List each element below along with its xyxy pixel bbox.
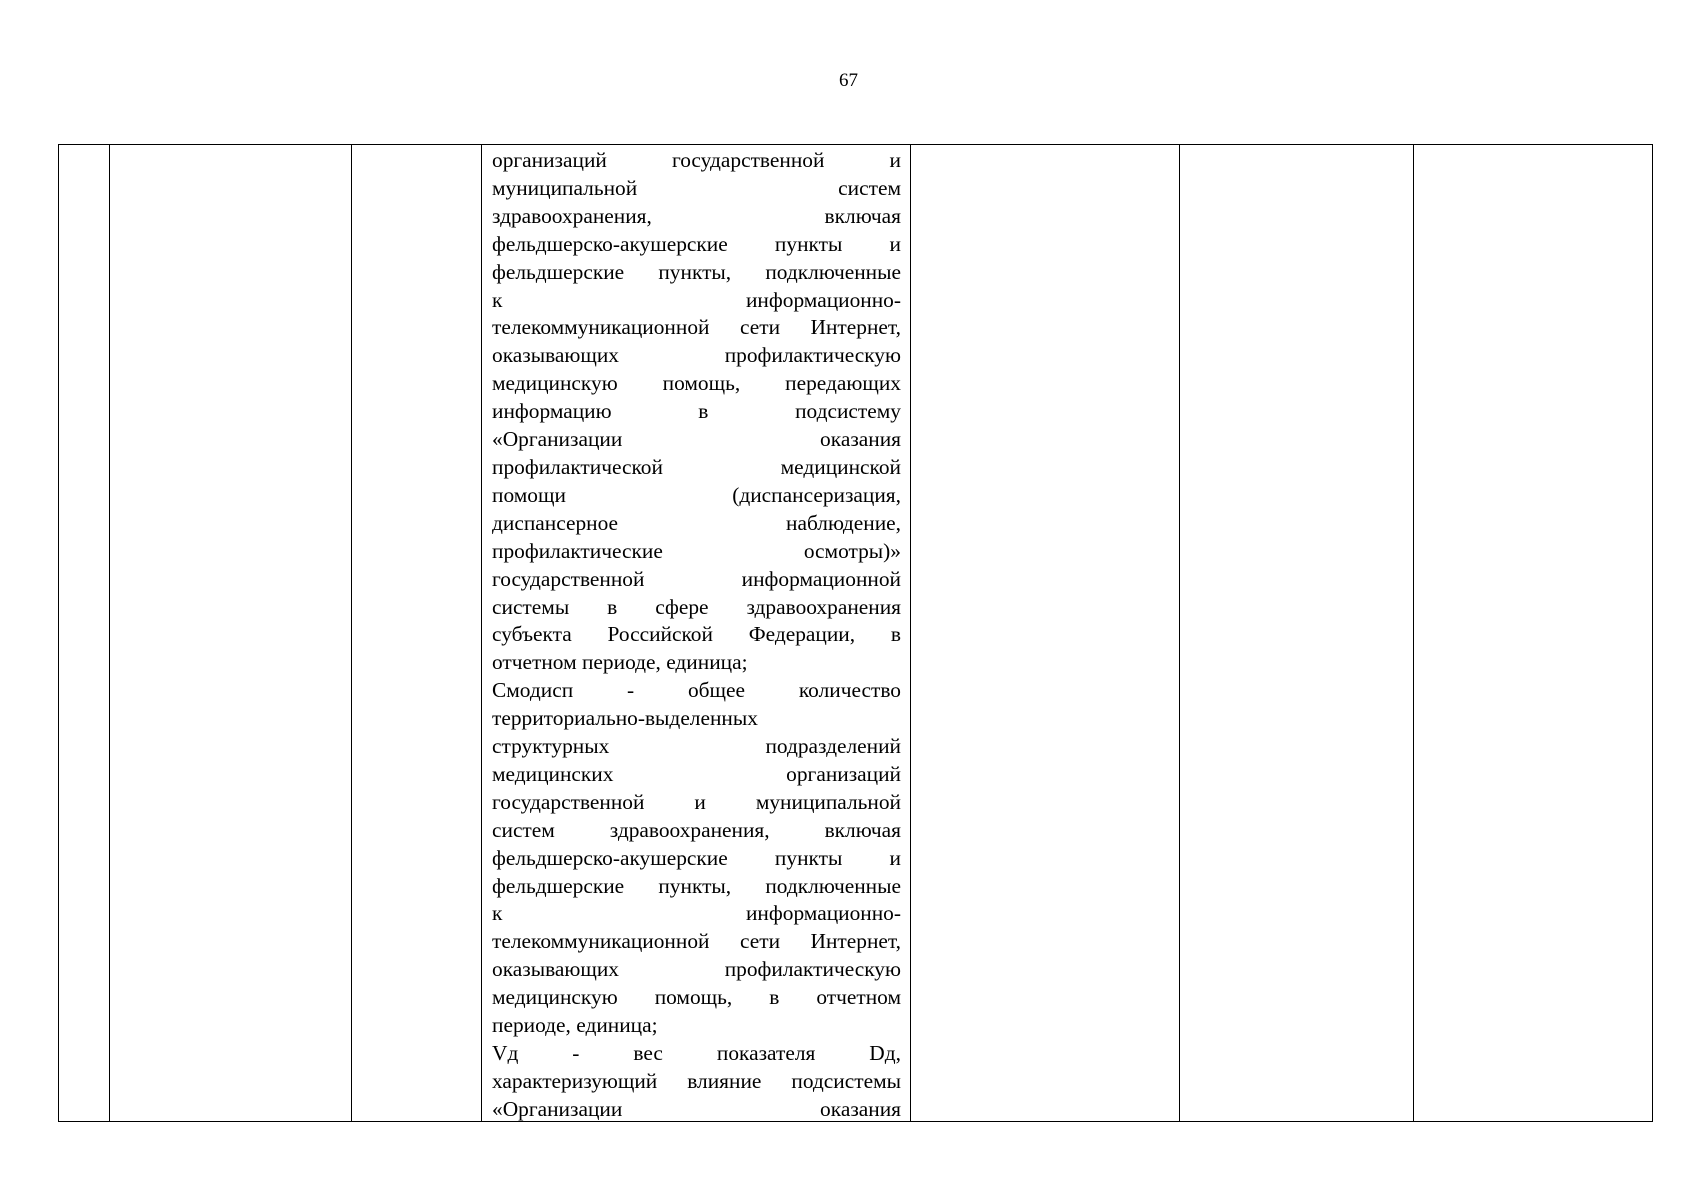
text-line: к информационно- (492, 901, 901, 926)
text-line: «Организации оказания (492, 1096, 901, 1121)
text-line: организаций государственной и (492, 148, 901, 172)
text-line: структурных подразделений (492, 734, 901, 759)
indicator-table (58, 144, 1653, 1122)
text-line: профилактические осмотры)» (492, 538, 901, 563)
table-cell-responsible (1180, 145, 1414, 1122)
text-line: характеризующий влияние подсистемы (492, 1068, 901, 1093)
table-cell-additional (1414, 145, 1653, 1122)
text-line: медицинскую помощь, в отчетном (492, 985, 901, 1010)
table-cell-indicator-name (110, 145, 352, 1122)
text-line: Vд - вес показателя Dд, (492, 1041, 901, 1065)
table-row (59, 145, 1653, 1122)
text-line: диспансерное наблюдение, (492, 510, 901, 535)
text-line: к информационно- (492, 287, 901, 312)
text-line: муниципальной систем (492, 175, 901, 200)
text-line: Смодисп - общее количество (492, 678, 901, 703)
text-line: фельдшерские пункты, подключенные (492, 873, 901, 898)
text-line: фельдшерско-акушерские пункты и (492, 231, 901, 256)
text-line: оказывающих профилактическую (492, 343, 901, 368)
text-line: систем здравоохранения, включая (492, 817, 901, 842)
text-line: отчетном периоде, единица; (492, 650, 748, 675)
text-line: профилактической медицинской (492, 454, 901, 479)
text-line: фельдшерско-акушерские пункты и (492, 845, 901, 870)
text-line: «Организации оказания (492, 427, 901, 452)
text-line: телекоммуникационной сети Интернет, (492, 929, 901, 954)
text-line: медицинскую помощь, передающих (492, 371, 901, 396)
text-line: субъекта Российской Федерации, в (492, 622, 901, 647)
text-line: фельдшерские пункты, подключенные (492, 259, 901, 284)
page-number: 67 (839, 70, 858, 91)
text-line: системы в сфере здравоохранения (492, 594, 901, 619)
table-cell-number (59, 145, 110, 1122)
text-line: здравоохранения, включая (492, 203, 901, 228)
text-line: медицинских организаций (492, 761, 901, 786)
table-cell-calculation-method (482, 145, 911, 1122)
text-line: помощи (диспансеризация, (492, 482, 901, 507)
text-line: государственной и муниципальной (492, 789, 901, 814)
calculation-method-text (482, 145, 910, 1121)
text-line: оказывающих профилактическую (492, 957, 901, 982)
text-line: государственной информационной (492, 566, 901, 591)
table-cell-source (911, 145, 1180, 1122)
text-line: территориально-выделенных (492, 706, 758, 731)
text-line: телекоммуникационной сети Интернет, (492, 315, 901, 340)
text-line: периоде, единица; (492, 1013, 658, 1038)
text-line: информацию в подсистему (492, 399, 901, 424)
table-cell-unit (352, 145, 482, 1122)
